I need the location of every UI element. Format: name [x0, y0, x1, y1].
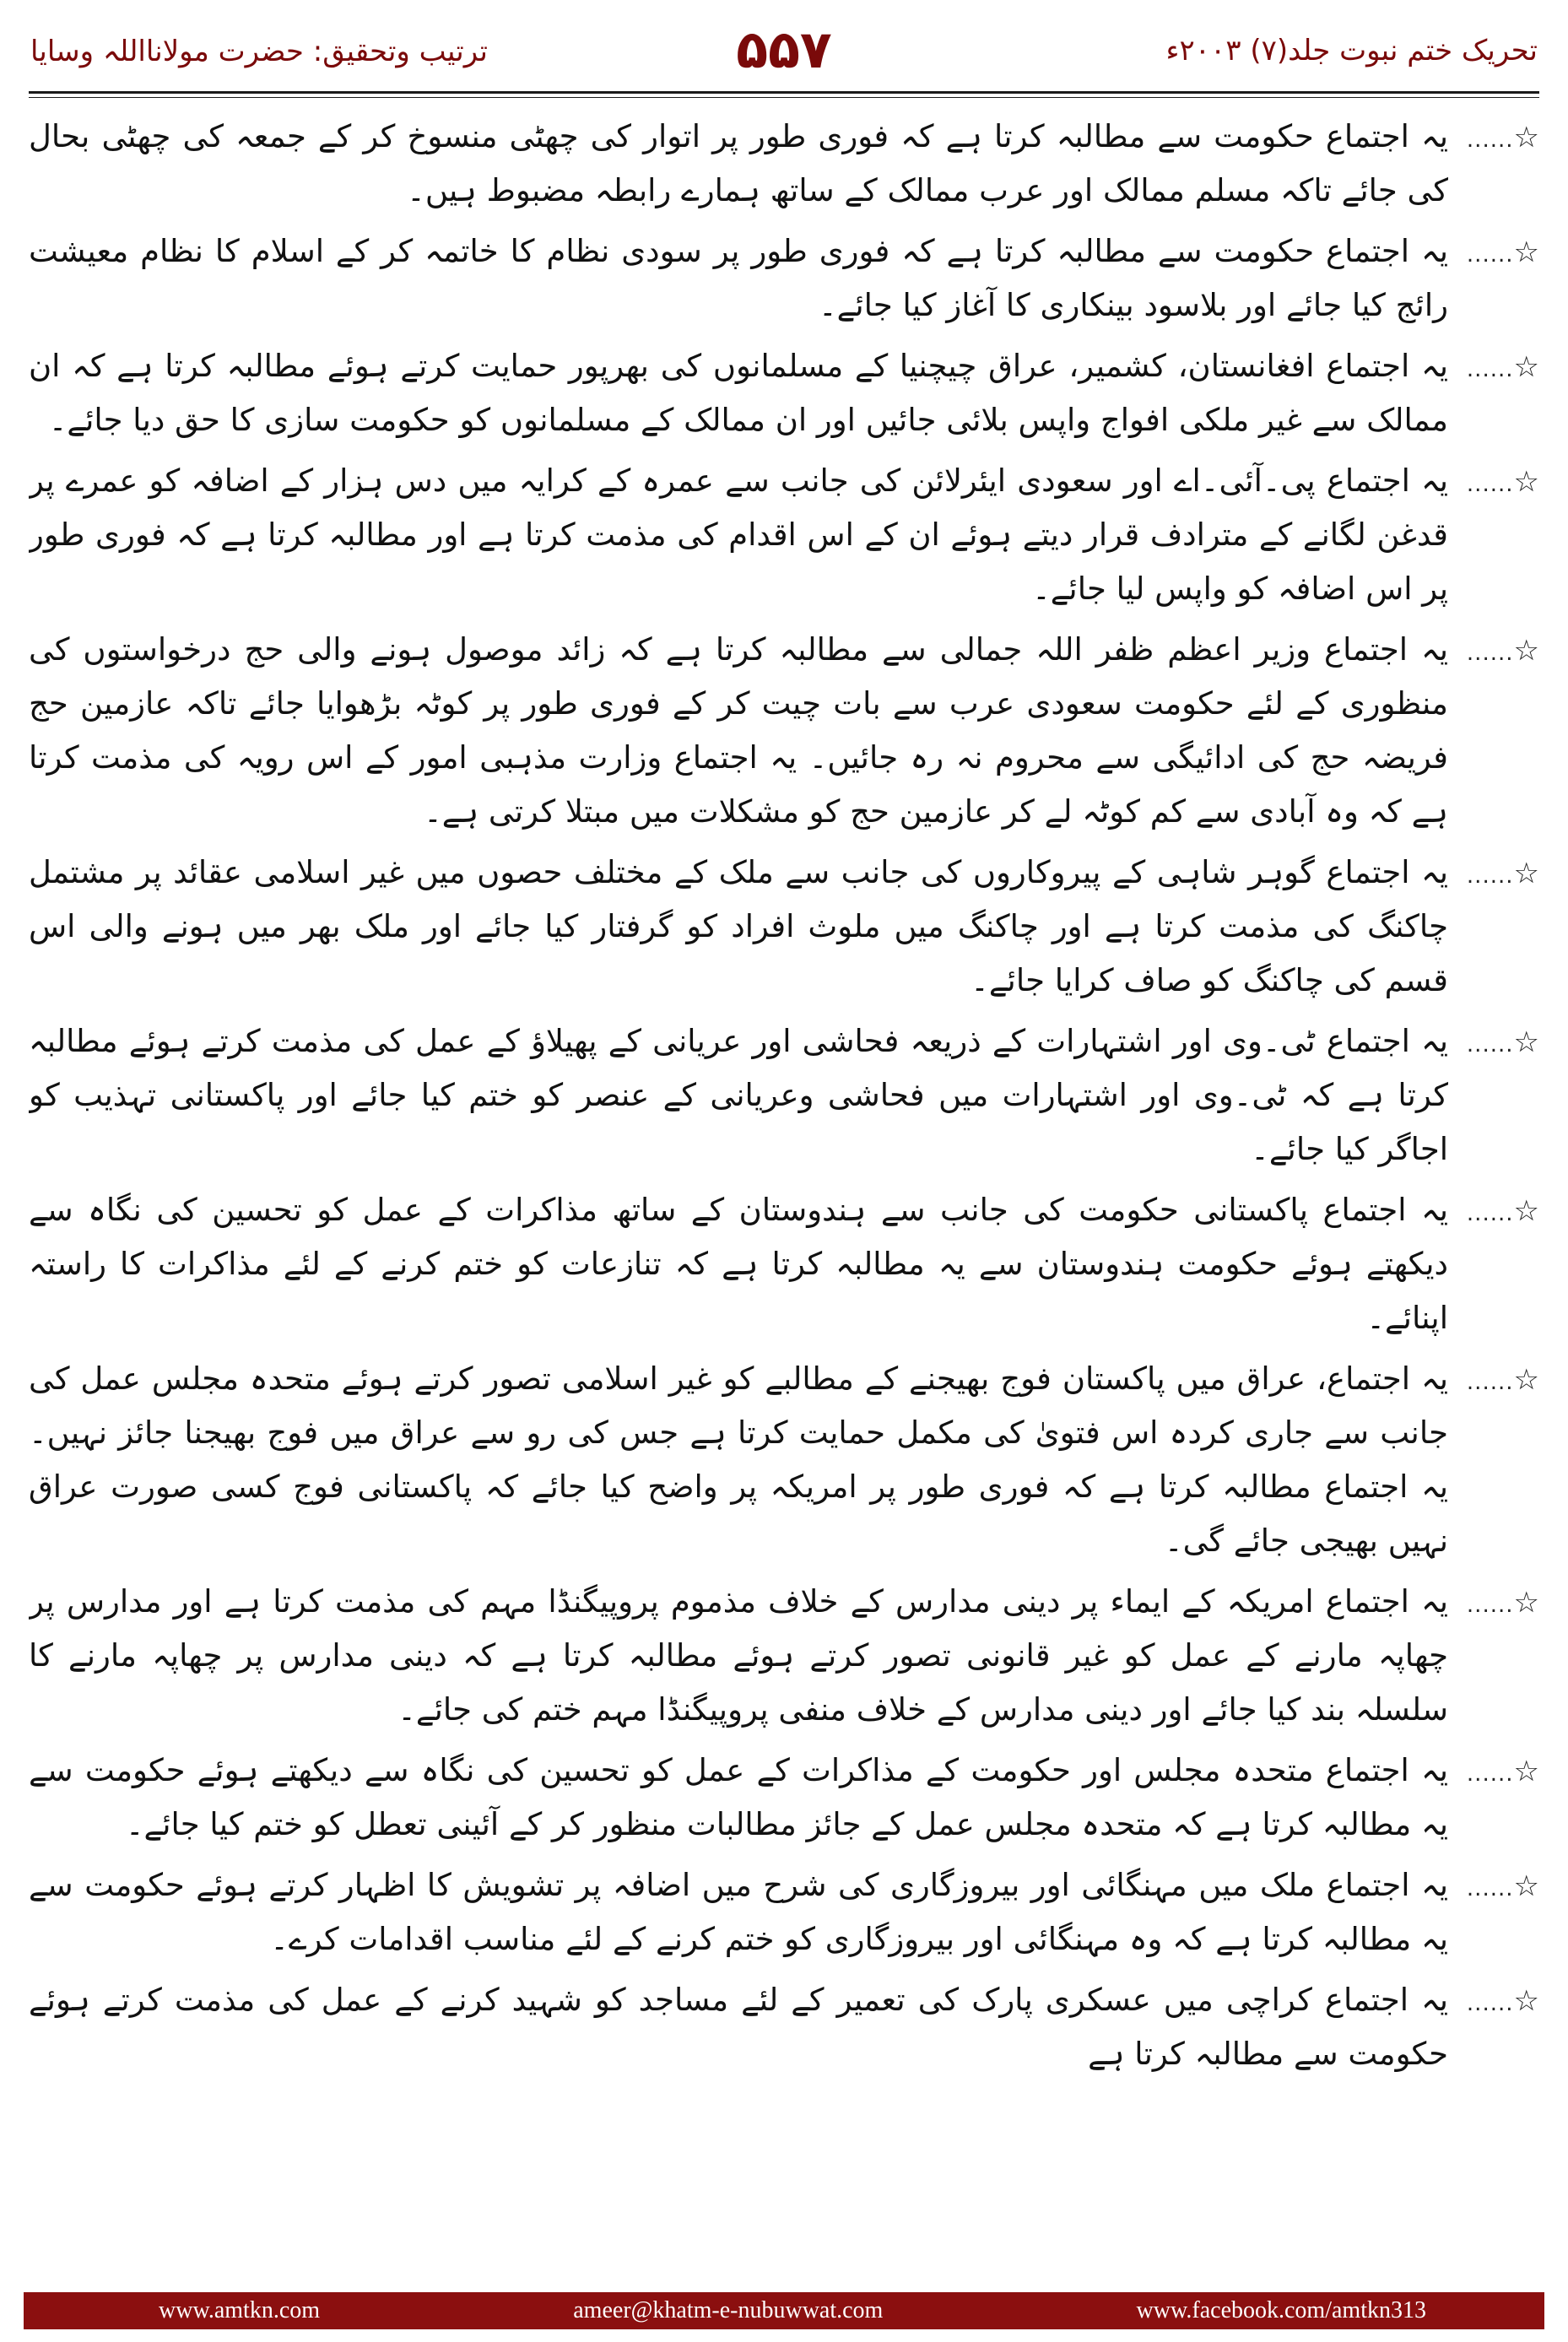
star-icon: ☆	[1513, 1984, 1539, 2018]
resolution-text: یہ اجتماع ملک میں مہنگائی اور بیروزگاری کی شرح میں اضافہ پر تشویش کا اظہار کرتے ہوئے حکومت سے یہ مطالبہ کرتا ہے کہ وہ مہنگائی اور بیروزگاری کو ختم کرنے کے لئے مناسب اقدامات کرے۔	[29, 1867, 1448, 1957]
resolution-text: یہ اجتماع حکومت سے مطالبہ کرتا ہے کہ فوری طور پر اتوار کی چھٹی منسوخ کر کے جمعہ کی چھٹی بحال کی جائے تاکہ مسلم ممالک اور عرب ممالک کے ساتھ ہمارے رابطہ مضبوط ہیں۔	[29, 118, 1448, 208]
resolution-item	[29, 1014, 1539, 1176]
resolution-text: یہ اجتماع پی۔آئی۔اے اور سعودی ایئرلائن کی جانب سے عمرہ کے کرایہ میں دس ہزار کے اضافہ کو عمرے پر قدغن لگانے کے مترادف قرار دیتے ہوئے ان کے اس اقدام کی مذمت کرتا ہے اور مطالبہ کرتا ہے کہ فوری طور پر اس اضافہ کو واپس لیا جائے۔	[29, 462, 1448, 607]
facebook-link[interactable]: www.facebook.com/amtkn313	[1136, 2297, 1426, 2323]
resolution-item	[29, 454, 1539, 616]
star-icon: ☆	[1513, 465, 1539, 499]
star-bullet: ......☆	[1466, 1194, 1539, 1228]
resolution-text: یہ اجتماع کراچی میں عسکری پارک کی تعمیر کے لئے مساجد کو شہید کرنے کے عمل کی مذمت کرتے ہوئے حکومت سے مطالبہ کرتا ہے	[29, 1982, 1448, 2072]
star-icon: ☆	[1513, 1194, 1539, 1228]
star-icon: ☆	[1513, 1025, 1539, 1059]
star-icon: ☆	[1513, 1363, 1539, 1397]
star-icon: ☆	[1513, 1869, 1539, 1903]
resolution-item	[29, 1352, 1539, 1568]
resolution-item	[29, 1183, 1539, 1345]
star-icon: ☆	[1513, 634, 1539, 668]
star-bullet: ......☆	[1466, 634, 1539, 668]
star-bullet: ......☆	[1466, 235, 1539, 269]
resolution-item	[29, 1973, 1539, 2081]
star-icon: ☆	[1513, 1586, 1539, 1620]
page-footer	[24, 2292, 1544, 2329]
star-bullet: ......☆	[1466, 1586, 1539, 1620]
star-icon: ☆	[1513, 350, 1539, 384]
resolution-item	[29, 224, 1539, 333]
resolution-item	[29, 339, 1539, 447]
star-bullet: ......☆	[1466, 1363, 1539, 1397]
resolution-text: یہ اجتماع متحدہ مجلس اور حکومت کے مذاکرات کے عمل کو تحسین کی نگاہ سے دیکھتے ہوئے حکومت سے یہ مطالبہ کرتا ہے کہ متحدہ مجلس عمل کے جائز مطالبات منظور کر کے آئینی تعطل کو ختم کیا جائے۔	[29, 1752, 1448, 1842]
resolution-text: یہ اجتماع، عراق میں پاکستان فوج بھیجنے کے مطالبے کو غیر اسلامی تصور کرتے ہوئے متحدہ مجلس عمل کی جانب سے جاری کردہ اس فتویٰ کی مکمل حمایت کرتا ہے جس کی رو سے عراق میں فوج بھیجنا جائز نہیں۔ یہ اجتماع مطالبہ کرتا ہے کہ فوری طور پر امریکہ پر واضح کیا جائے کہ پاکستانی فوج کسی صورت عراق نہیں بھیجی جائے گی۔	[29, 1360, 1448, 1559]
star-icon: ☆	[1513, 857, 1539, 890]
compiler-credit: ترتیب وتحقیق: حضرت مولانااللہ وسایا	[30, 35, 488, 68]
resolution-text: یہ اجتماع گوہر شاہی کے پیروکاروں کی جانب سے ملک کے مختلف حصوں میں غیر اسلامی عقائد پر مشتمل چاکنگ کی مذمت کرتا ہے اور چاکنگ میں ملوث افراد کو گرفتار کیا جائے اور ملک بھر میں ہونے والی اس قسم کی چاکنگ کو صاف کرایا جائے۔	[29, 854, 1448, 998]
website-link[interactable]: www.amtkn.com	[159, 2297, 321, 2323]
resolution-text: یہ اجتماع پاکستانی حکومت کی جانب سے ہندوستان کے ساتھ مذاکرات کے عمل کو تحسین کی نگاہ سے دیکھتے ہوئے حکومت ہندوستان سے یہ مطالبہ کرتا ہے کہ تنازعات کو ختم کرنے کے لئے مذاکرات کا راستہ اپنائے۔	[29, 1192, 1448, 1336]
header-divider	[29, 91, 1539, 98]
star-icon: ☆	[1513, 121, 1539, 154]
resolution-item	[29, 846, 1539, 1008]
resolution-text: یہ اجتماع حکومت سے مطالبہ کرتا ہے کہ فوری طور پر سودی نظام کا خاتمہ کر کے اسلام کا نظام معیشت رائج کیا جائے اور بلاسود بینکاری کا آغاز کیا جائے۔	[29, 233, 1448, 323]
resolution-text: یہ اجتماع وزیر اعظم ظفر اللہ جمالی سے مطالبہ کرتا ہے کہ زائد موصول ہونے والی حج درخواستوں کی منظوری کے لئے حکومت سعودی عرب سے بات چیت کر کے فوری طور پر کوٹہ بڑھوایا جائے تاکہ عازمین حج فریضہ حج کی ادائیگی سے محروم نہ رہ جائیں۔ یہ اجتماع وزارت مذہبی امور کے اس رویہ کی مذمت کرتا ہے کہ وہ آبادی سے کم کوٹہ لے کر عازمین حج کو مشکلات میں مبتلا کرتی ہے۔	[29, 631, 1448, 830]
star-bullet: ......☆	[1466, 465, 1539, 499]
email-link[interactable]: ameer@khatm-e-nubuwwat.com	[573, 2297, 884, 2323]
star-bullet: ......☆	[1466, 1869, 1539, 1903]
resolution-item	[29, 110, 1539, 218]
resolution-item	[29, 623, 1539, 839]
resolution-text: یہ اجتماع افغانستان، کشمیر، عراق چیچنیا کے مسلمانوں کی بھرپور حمایت کرتے ہوئے مطالبہ کرتا ہے کہ ان ممالک سے غیر ملکی افواج واپس بلائی جائیں اور ان ممالک کے مسلمانوں کو حکومت سازی کا حق دیا جائے۔	[29, 348, 1448, 438]
resolution-item	[29, 1744, 1539, 1852]
star-bullet: ......☆	[1466, 350, 1539, 384]
star-bullet: ......☆	[1466, 1984, 1539, 2018]
star-bullet: ......☆	[1466, 857, 1539, 890]
book-title: تحریک ختم نبوت جلد(۷) ۲۰۰۳ء	[1165, 34, 1538, 68]
star-icon: ☆	[1513, 1755, 1539, 1788]
star-bullet: ......☆	[1466, 121, 1539, 154]
resolution-text: یہ اجتماع ٹی۔وی اور اشتہارات کے ذریعہ فحاشی اور عریانی کے پھیلاؤ کے عمل کی مذمت کرتے ہوئے مطالبہ کرتا ہے کہ ٹی۔وی اور اشتہارات میں فحاشی وعریانی کے عنصر کو ختم کیا جائے اور پاکستانی تہذیب کو اجاگر کیا جائے۔	[29, 1023, 1448, 1167]
resolution-item	[29, 1575, 1539, 1737]
star-icon: ☆	[1513, 235, 1539, 269]
star-bullet: ......☆	[1466, 1025, 1539, 1059]
star-bullet: ......☆	[1466, 1755, 1539, 1788]
page-header	[0, 0, 1568, 91]
resolution-text: یہ اجتماع امریکہ کے ایماء پر دینی مدارس کے خلاف مذموم پروپیگنڈا مہم کی مذمت کرتا ہے اور مدارس پر چھاپہ مارنے کے عمل کو غیر قانونی تصور کرتے ہوئے مطالبہ کرتا ہے کہ دینی مدارس پر چھاپہ مارنے کا سلسلہ بند کیا جائے اور دینی مدارس کے خلاف منفی پروپیگنڈا مہم ختم کی جائے۔	[29, 1583, 1448, 1728]
resolution-item	[29, 1858, 1539, 1966]
resolutions-list	[29, 110, 1539, 2270]
page-number: ۵۵۷	[736, 19, 832, 80]
